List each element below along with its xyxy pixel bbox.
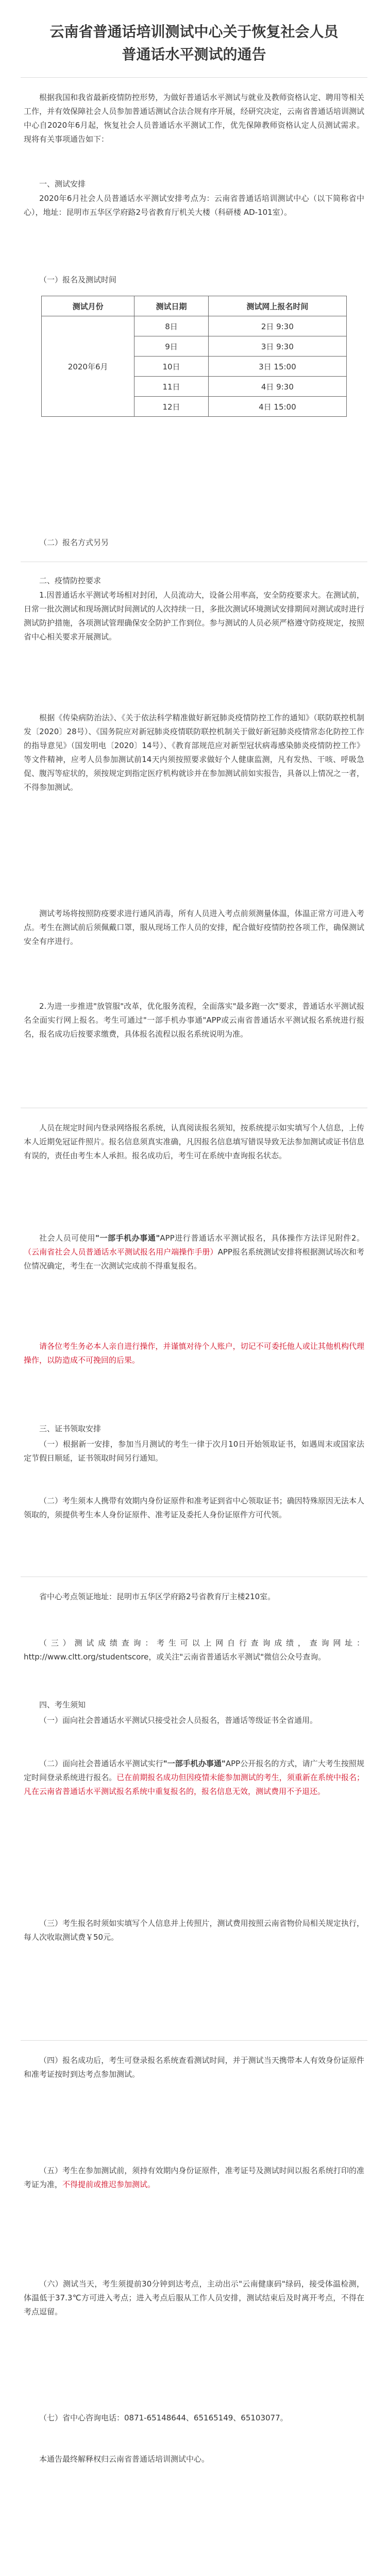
warning-paragraph: 请各位考生务必本人亲自进行操作，并谨慎对待个人账户，切记不可委托他人或让其他机构代理操作，以防造成不可挽回的后果。 (24, 1342, 364, 1365)
app-intro-text: 社会人员可使用 (39, 1233, 96, 1243)
paragraph-registration-reform: 2.为进一步推进"放管服"改革，优化服务流程，全面落实"最多跑一次"要求，普通话水平测试报名全面实行网上报名。考生可通过"一部手机办事通"APP或云南省普通话水平测试报名系统进行报名，报名成功后按要求缴费，具体报名流程以报名系统说明为准。 (24, 1002, 364, 1039)
paragraph-prevention-2: 根据《传染病防治法》、《关于依法科学精准做好新冠肺炎疫情防控工作的通知》（联防联控机制发〔2020〕28号）、《国务院应对新冠肺炎疫情联防联控机制关于做好新冠肺炎疫情常态化防控工作的指导意见》（国发明电〔2020〕14号）、《教育部规范应对新型冠状病毒感染肺炎疫情防控工作》等文件精神，应考人员参加测试前14天内须按照要求做好个人健康监测，凡有发热、干咳、呼吸急促、腹泻等症状的，须按规定到指定医疗机构就诊并在参加测试前如实报告，具备以上情况之一者，不得参加测试。 (24, 713, 364, 792)
section-1-sub-1: （一）报名及测试时间 (39, 275, 117, 284)
section-1-sub-2: （二）报名方式另另 (39, 538, 109, 547)
paragraph-online-registration: 人员在规定时间内登录网络报名系统，认真阅读报名须知，按系统提示如实填写个人信息，上传本人近期免冠证件照片。报名信息须真实准确，凡因报名信息填写错误导致无法参加测试或证书信息有误的，责任由考生本人承担。报名成功后，考生可在系统中查询报名状态。 (24, 1123, 364, 1160)
notice-title (31, 21, 357, 66)
date-cell: 11日 (134, 377, 208, 397)
section-4-heading: 四、考生须知 (39, 1700, 86, 1709)
intro-paragraph: 根据我国和我省最新疫情防控形势，为做好普通话水平测试与就业及教师资格认定、聘用等相关工作，并有效保障社会人员参加普通话测试合法合规有序开展，经研究决定，云南省普通话培训测试中心自2020年6月起，恢复社会人员普通话水平测试工作，优先保障教师资格认定人员测试需求。现将有关事项通告如下： (24, 93, 364, 144)
section-1-heading: 一、测试安排 (39, 179, 86, 189)
notice-final-statement: 本通告最终解释权归云南省普通话培训测试中心。 (39, 2454, 210, 2464)
score-query-link[interactable]: http://www.cltt.org/studentscore (24, 1652, 149, 1662)
notice-item-1: （一）面向社会普通话水平测试只接受社会人员报名，普通话等级证书全省通用。 (39, 1716, 318, 1725)
header-registration-time: 测试网上报名时间 (208, 296, 346, 316)
time-cell: 3日 9:30 (208, 336, 346, 357)
app-manual-name: （云南省社会人员普通话水平测试报名用户端操作手册） (24, 1247, 218, 1257)
app-name: "一部手机办事通" (95, 1233, 160, 1243)
score-query-text-2: ，或关注"云南省普通话水平测试"微信公众号查询。 (148, 1652, 326, 1662)
certificate-address: 省中心考点领证地址：昆明市五华区学府路2号省教育厅主楼210室。 (39, 1592, 276, 1601)
header-month: 测试月份 (42, 296, 134, 316)
certificate-paragraph-2: （二）考生须本人携带有效期内身份证原件和准考证到省中心领取证书；确因特殊原因无法本人领取的，须提供考生本人身份证原件、准考证及委托人身份证原件方可代领。 (24, 1496, 364, 1519)
notice-item-5-warning: 不得提前或推迟参加测试。 (62, 2180, 156, 2189)
schedule-header-row (42, 296, 347, 316)
paragraph-prevention-3: 测试考场将按照防疫要求进行通风消毒，所有人员进入考点前须测量体温，体温正常方可进入考点。考生在测试前后须佩戴口罩，服从现场工作人员的安排，配合做好疫情防控各项工作，确保测试安全有序进行。 (24, 909, 364, 946)
score-query-paragraph (24, 1636, 364, 1664)
time-cell: 4日 9:30 (208, 377, 346, 397)
notice-item-2-text-2: APP公开报名的方式，请广大考生按照规定时间登录系统进行报名。 (24, 1759, 364, 1782)
title-line-1: 云南省普通话培训测试中心关于恢复社会人员 (49, 23, 339, 40)
notice-item-3: （三）考生报名时须如实填写个人信息并上传照片，测试费用按照云南省物价局相关规定执行，每人次收取测试费￥50元。 (24, 1919, 364, 1942)
section-2-heading: 二、疫情防控要求 (39, 576, 102, 585)
app-intro-text-2: APP进行普通话水平测试报名，具体操作方法详见附件2。 (160, 1233, 364, 1243)
app-intro-text-3: APP报名系统测试安排将根据测试场次和考位情况确定，考生在一次测试完成前不得重复报名。 (24, 1247, 364, 1270)
notice-item-6: （六）测试当天，考生须提前30分钟到达考点，主动出示"云南健康码"绿码，接受体温检测，体温低于37.3℃方可进入考点；进入考点后服从工作人员安排，测试结束后及时离开考点，不得在考点逗留。 (24, 2279, 364, 2316)
notice-item-7: （七）省中心咨询电话：0871-65148644、65165149、65103077。 (39, 2413, 288, 2422)
table-row (42, 316, 347, 336)
month-cell: 2020年6月 (42, 316, 134, 417)
date-cell: 8日 (134, 316, 208, 336)
time-cell: 3日 15:00 (208, 357, 346, 377)
score-query-text: （三）测试成绩查询：考生可以上网自行查询成绩，查询网址： (39, 1638, 364, 1648)
notice-item-5-text: （五）考生在参加测试前，须持有效期内身份证原件，准考证号及测试时间以报名系统打印的准考证为准， (24, 2166, 364, 2189)
notice-item-2-warning: 已在前期报名成功但因疫情未能参加测试的考生，须重新在系统中报名；凡在云南省普通话水平测试报名系统中重复报名的，报名信息无效，测试费用不予退还。 (24, 1773, 364, 1796)
paragraph-app-registration (24, 1231, 364, 1273)
header-date: 测试日期 (134, 296, 208, 316)
section-3-heading: 三、证书领取安排 (39, 1424, 102, 1433)
notice-item-2-text: （二）面向社会普通话水平测试实行 (39, 1759, 163, 1768)
time-cell: 2日 9:30 (208, 316, 346, 336)
title-divider (21, 77, 367, 78)
schedule-table (41, 296, 347, 417)
section-1-text: 2020年6月社会人员普通话水平测试安排考点为：云南省普通话培训测试中心（以下简称省中心），地址：昆明市五华区学府路2号省教育厅机关大楼（科研楼 AD-101室）。 (24, 194, 364, 217)
date-cell: 12日 (134, 397, 208, 417)
certificate-paragraph-1: （一）根据新一安排，参加当月测试的考生一律于次月10日开始领取证书，如遇周末或国家法定节假日顺延，证书领取时间另行通知。 (24, 1439, 364, 1463)
date-cell: 9日 (134, 336, 208, 357)
notice-item-5 (24, 2164, 364, 2192)
notice-item-4: （四）报名成功后，考生可登录报名系统查看测试时间，并于测试当天携带本人有效身份证原件和准考证按时到达考点参加测试。 (24, 2056, 364, 2079)
paragraph-prevention-1: 1.因普通话水平测试考场相对封闭，人员流动大，设备公用率高，安全防疫要求大。在测试前，日常一批次测试和现场测试时间测试的人次持续一日，多批次测试环境测试安排期间对测试或时进行测试防护措施，各项测试管理确保安全防护工作到位。参与测试的人员必须严格遵守防疫规定，按照省中心相关要求开展测试。 (24, 590, 364, 641)
date-cell: 10日 (134, 357, 208, 377)
notice-item-2-app: "一部手机办事通" (163, 1759, 226, 1768)
section-divider (21, 2040, 367, 2041)
title-line-2: 普通话水平测试的通告 (122, 46, 266, 63)
notice-item-2 (24, 1757, 364, 1799)
time-cell: 4日 15:00 (208, 397, 346, 417)
